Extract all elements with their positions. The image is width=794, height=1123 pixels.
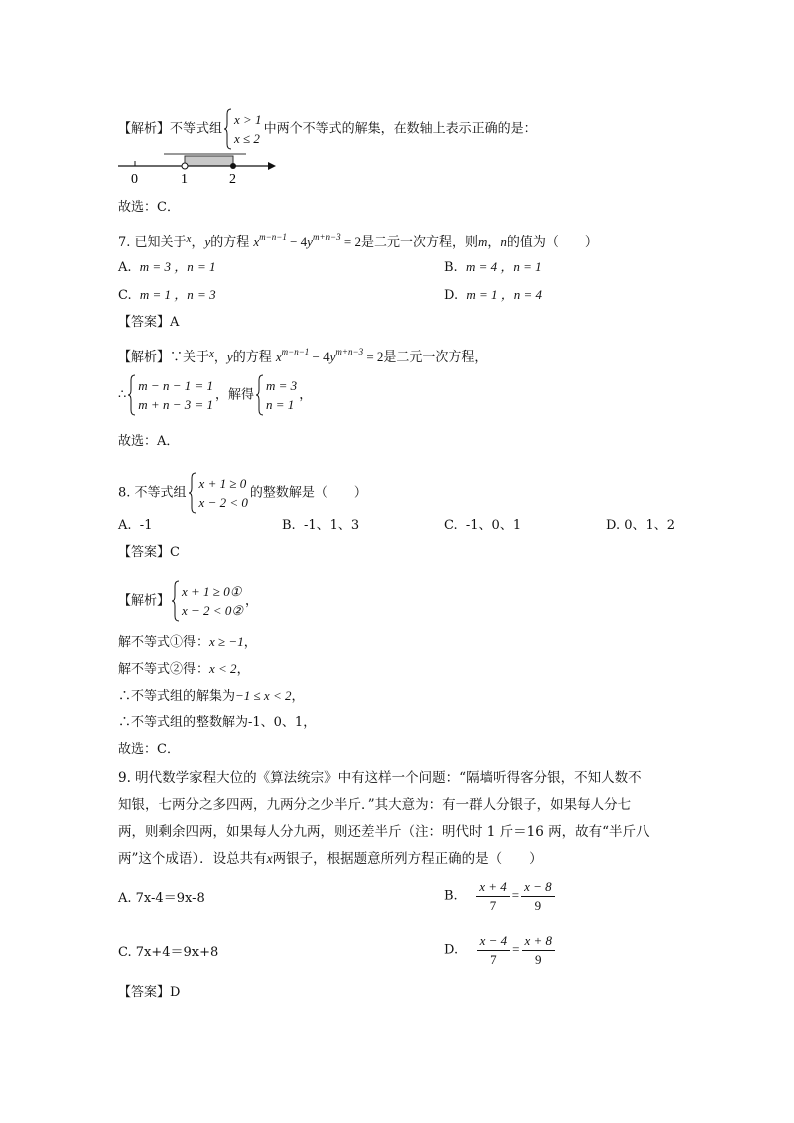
var-y: y xyxy=(226,349,233,364)
eq-mid: − 4 xyxy=(286,234,308,249)
option-label: B. xyxy=(282,518,296,533)
eq-exp-2: m+n−3 xyxy=(312,232,341,242)
option-label: A. xyxy=(118,260,132,275)
fraction-left xyxy=(477,932,511,968)
denominator: 9 xyxy=(535,952,542,967)
eq-rhs: = 2 xyxy=(340,234,361,249)
step-end: ， xyxy=(291,689,305,704)
denominator: 7 xyxy=(490,952,497,967)
q9-option-d[interactable] xyxy=(444,932,557,968)
equals: = xyxy=(512,941,520,957)
q8-analysis-label: 【解析】 xyxy=(118,593,171,609)
fraction-left xyxy=(476,878,510,914)
end-comma: ， xyxy=(245,593,259,609)
solve-text: ，解得 xyxy=(215,387,255,403)
step-math: x ≥ −1 xyxy=(209,634,244,649)
q7-text-a: 7. 已知关于 xyxy=(118,235,187,250)
analysis-6-line xyxy=(118,110,537,148)
q8-step-1 xyxy=(118,633,257,652)
brace-icon xyxy=(189,472,197,514)
system-row-1: x + 1 ≥ 0 xyxy=(198,476,247,491)
option-text: m = 1 ，n = 3 xyxy=(139,287,216,302)
q8-step-3 xyxy=(118,687,304,706)
brace-icon xyxy=(172,580,180,622)
option-text: -1、0、1 xyxy=(465,518,522,533)
option-text: 0、1、2 xyxy=(624,518,676,533)
tick-label-1: 1 xyxy=(181,172,188,186)
option-label: B. xyxy=(444,888,458,904)
step-math: −1 ≤ x < 2 xyxy=(235,688,292,703)
q9-line-4-a: 两”这个成语）．设总共有 xyxy=(118,851,267,867)
var-x: x xyxy=(209,348,214,360)
equation-system-2 xyxy=(256,376,297,414)
option-label: D. xyxy=(444,288,459,303)
q8-step-2 xyxy=(118,660,250,679)
q8-option-d[interactable] xyxy=(606,517,675,535)
inequality-system-6 xyxy=(224,110,262,148)
open-point xyxy=(182,163,188,169)
numerator: x + 4 xyxy=(476,878,510,897)
option-label: D. xyxy=(444,942,459,958)
q9-line-4-b: 两银子，根据题意所列方程正确的是（ ） xyxy=(272,851,543,867)
choose-6: 故选：C． xyxy=(118,200,180,215)
q7-text-b: 的方程 xyxy=(210,235,250,250)
denominator: 7 xyxy=(489,898,497,913)
analysis-6-suffix: 中两个不等式的解集，在数轴上表示正确的是： xyxy=(263,121,537,137)
step-text: 解不等式①得： xyxy=(118,635,210,650)
q7-option-b[interactable] xyxy=(444,258,542,277)
q8-option-b[interactable] xyxy=(282,517,359,535)
step-text: 解不等式②得： xyxy=(118,662,210,677)
system-row-1: x + 1 ≥ 0① xyxy=(182,584,242,599)
q7-text-d: 的值为（ ） xyxy=(506,235,598,250)
q8-text-a: 8. 不等式组 xyxy=(118,485,187,501)
q8-text-b: 的整数解是（ ） xyxy=(249,485,367,501)
numerator: x + 8 xyxy=(522,932,556,951)
q8-answer: 【答案】C xyxy=(118,545,180,560)
eq-base-x: x xyxy=(275,349,282,364)
system-row-2: n = 1 xyxy=(266,397,295,412)
q8-choose: 故选：C． xyxy=(118,742,180,757)
q9-line-2: 知银，七两分之多四两，九两分之少半斤．”其大意为：有一群人分银子，如果每人分七 xyxy=(118,797,632,813)
step-math: x < 2 xyxy=(209,661,237,676)
option-text: -1 xyxy=(139,518,153,533)
inequality-system-8-analysis xyxy=(172,582,243,620)
sep: ， xyxy=(487,235,501,250)
q8-analysis xyxy=(118,582,258,620)
q9-line-4 xyxy=(118,850,543,868)
q7-system-line xyxy=(118,376,312,414)
var-n: n xyxy=(500,234,507,249)
q7-analysis xyxy=(118,343,487,367)
q8-step-4: ∴不等式组的整数解为-1、0、1， xyxy=(118,715,317,730)
brace-icon xyxy=(256,374,264,416)
option-label: C. xyxy=(444,518,458,533)
question-8-stem xyxy=(118,474,367,512)
analysis-6-prefix: 【解析】不等式组 xyxy=(118,121,223,137)
sep: ， xyxy=(191,235,205,250)
tick-label-2: 2 xyxy=(229,172,236,186)
end-comma: ， xyxy=(299,387,313,403)
eq-mid: − 4 xyxy=(309,349,330,364)
q9-answer: 【答案】D xyxy=(118,985,181,1000)
eq-exp-2: m+n−3 xyxy=(335,347,364,357)
eq-base-y: y xyxy=(329,349,336,364)
sep: ， xyxy=(213,350,227,365)
option-text: -1、1、3 xyxy=(303,518,360,533)
fraction-right xyxy=(522,932,556,968)
q9-line-1: 9. 明代数学家程大位的《算法统宗》中有这样一个问题：“隔墙听得客分银，不知人数不 xyxy=(118,770,642,786)
var-x: x xyxy=(186,233,192,245)
step-end: ， xyxy=(243,635,257,650)
closed-point xyxy=(230,163,236,169)
tick-label-0: 0 xyxy=(131,172,138,186)
q7-option-d[interactable] xyxy=(444,286,542,305)
eq-rhs: = 2 xyxy=(363,349,384,364)
system-row-2: x − 2 < 0② xyxy=(182,603,243,618)
option-text: m = 3 ，n = 1 xyxy=(139,259,216,274)
solution-region xyxy=(185,156,233,166)
q9-option-a[interactable]: A. 7x-4＝9x-8 xyxy=(118,891,205,906)
fraction-right xyxy=(521,878,555,914)
q9-option-c[interactable]: C. 7x+4＝9x+8 xyxy=(118,945,219,960)
equals: = xyxy=(511,887,520,903)
eq-exp-1: m−n−1 xyxy=(259,232,287,242)
inequality-system-8 xyxy=(189,474,248,512)
numerator: x − 4 xyxy=(477,932,511,951)
system-row-2: x ≤ 2 xyxy=(234,131,260,146)
eq-base-x: x xyxy=(253,234,260,249)
option-label: A. xyxy=(118,518,132,533)
system-row-1: m − n − 1 = 1 xyxy=(138,378,213,393)
q7-option-c[interactable] xyxy=(118,286,216,305)
question-7-stem xyxy=(118,228,598,252)
system-row-2: m + n − 3 = 1 xyxy=(138,397,213,412)
therefore-symbol: ∴ xyxy=(118,387,127,403)
brace-icon xyxy=(224,108,232,150)
option-label: B. xyxy=(444,260,458,275)
option-text: m = 1 ，n = 4 xyxy=(466,287,543,302)
option-label: D. xyxy=(606,518,621,533)
step-end: ， xyxy=(236,662,250,677)
var-y: y xyxy=(204,234,211,249)
numerator: x − 8 xyxy=(521,878,555,897)
option-label: C. xyxy=(118,288,132,303)
q8-option-c[interactable] xyxy=(444,517,521,535)
arrow-icon xyxy=(268,162,276,170)
q7-answer: 【答案】A xyxy=(118,315,180,330)
q7-choose: 故选：A． xyxy=(118,434,180,449)
step-text: ∴不等式组的解集为 xyxy=(118,689,236,704)
q7-analysis-a: 【解析】∵关于 xyxy=(118,350,210,365)
var-x: x xyxy=(266,851,273,866)
number-line xyxy=(118,150,278,186)
system-row-2: x − 2 < 0 xyxy=(198,495,248,510)
q7-text-c: 是二元一次方程，则 xyxy=(360,235,478,250)
brace-icon xyxy=(128,374,136,416)
q8-option-a[interactable] xyxy=(118,517,152,535)
system-row-1: x > 1 xyxy=(234,112,262,127)
eq-exp-1: m−n−1 xyxy=(281,347,310,357)
option-text: m = 4 ，n = 1 xyxy=(465,259,542,274)
system-row-1: m = 3 xyxy=(266,378,298,393)
q7-analysis-c: 是二元一次方程， xyxy=(383,350,488,365)
q9-line-3: 两，则剩余四两，如果每人分九两，则还差半斤（注：明代时 1 斤＝16 两，故有“半斤八 xyxy=(118,824,650,840)
q9-option-b[interactable] xyxy=(444,878,557,914)
equation-system-1 xyxy=(128,376,213,414)
eq-base-y: y xyxy=(307,234,313,249)
q7-option-a[interactable] xyxy=(118,258,215,277)
var-m: m xyxy=(477,234,488,249)
denominator: 9 xyxy=(534,898,542,913)
q7-analysis-b: 的方程 xyxy=(232,350,272,365)
